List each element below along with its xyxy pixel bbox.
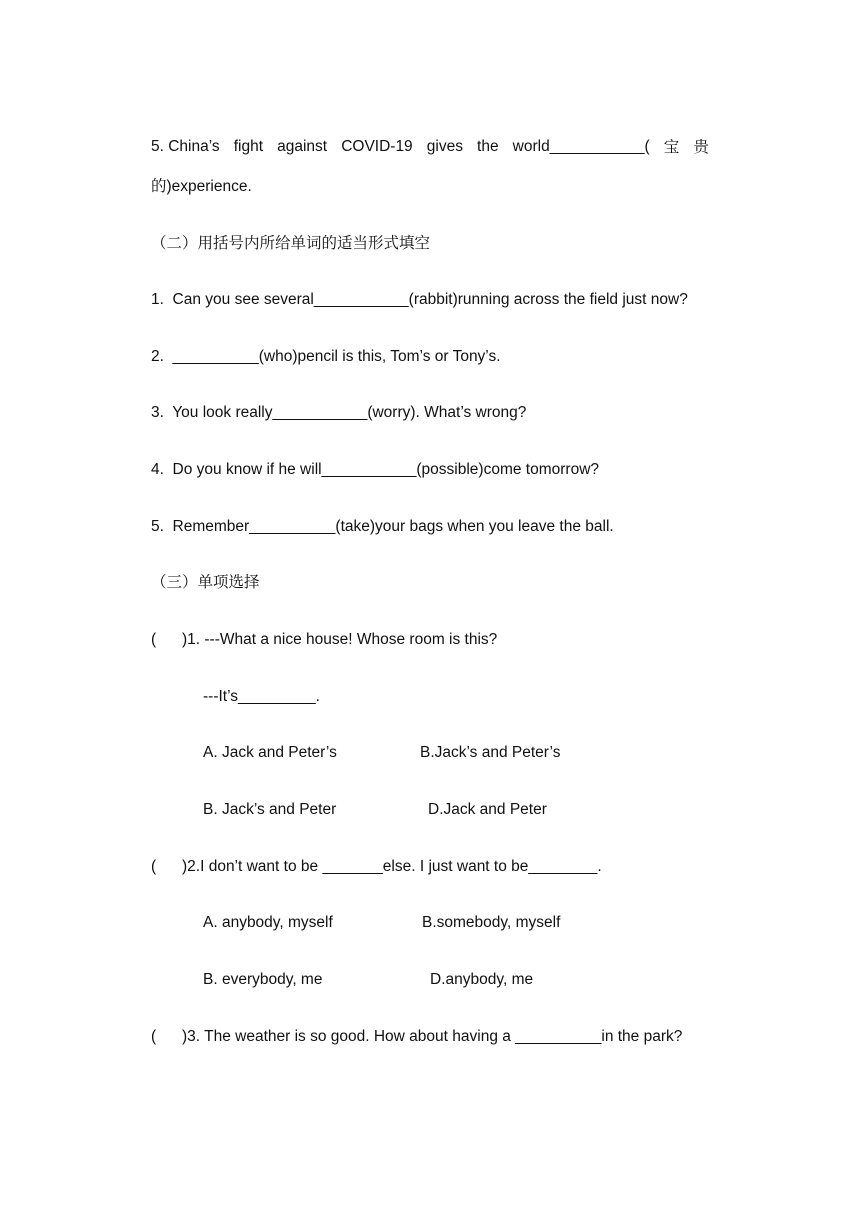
- answer-line: ---It’s_________.: [203, 688, 320, 705]
- q5-word: world___________(: [512, 138, 650, 155]
- option-d: D.Jack and Peter: [428, 801, 547, 818]
- option-b: B.Jack’s and Peter’s: [420, 744, 561, 761]
- answer-paren: (: [151, 858, 157, 875]
- section-heading: （二）用括号内所给单词的适当形式填空: [151, 234, 431, 252]
- q5-word: against: [277, 138, 328, 155]
- answer-paren: (: [151, 631, 157, 648]
- fill-item: 2. __________(who)pencil is this, Tom’s or Tony’s.: [151, 348, 501, 365]
- answer-paren: (: [151, 1028, 157, 1045]
- question-stem: )2.I don’t want to be _______else. I just want to be________.: [182, 858, 602, 875]
- q5-word: gives: [426, 138, 463, 155]
- fill-item: 4. Do you know if he will___________(possible)come tomorrow?: [151, 461, 600, 478]
- option-c: B. Jack’s and Peter: [203, 801, 337, 818]
- option-a: A. Jack and Peter’s: [203, 744, 337, 761]
- q5-word: 贵: [693, 138, 709, 156]
- q5-word: 宝: [663, 138, 680, 156]
- fill-item: 5. Remember__________(take)your bags when you leave the ball.: [151, 518, 614, 535]
- q5-continuation: 的)experience.: [151, 178, 252, 195]
- question-stem: )1. ---What a nice house! Whose room is this?: [182, 631, 498, 648]
- option-a: A. anybody, myself: [203, 914, 333, 931]
- fill-item: 3. You look really___________(worry). What’s wrong?: [151, 404, 527, 421]
- q5-word: 5. China’s: [151, 138, 220, 155]
- q5-word: COVID-19: [341, 138, 413, 155]
- q5-word: fight: [233, 138, 264, 155]
- q5-word: the: [477, 138, 499, 155]
- option-b: B.somebody, myself: [422, 914, 561, 931]
- section-heading: （三）单项选择: [151, 573, 260, 591]
- question-stem: )3. The weather is so good. How about having a __________in the park?: [182, 1028, 683, 1045]
- q5-line: [151, 137, 709, 157]
- option-c: B. everybody, me: [203, 971, 323, 988]
- option-d: D.anybody, me: [430, 971, 534, 988]
- fill-item: 1. Can you see several___________(rabbit)running across the field just now?: [151, 291, 688, 308]
